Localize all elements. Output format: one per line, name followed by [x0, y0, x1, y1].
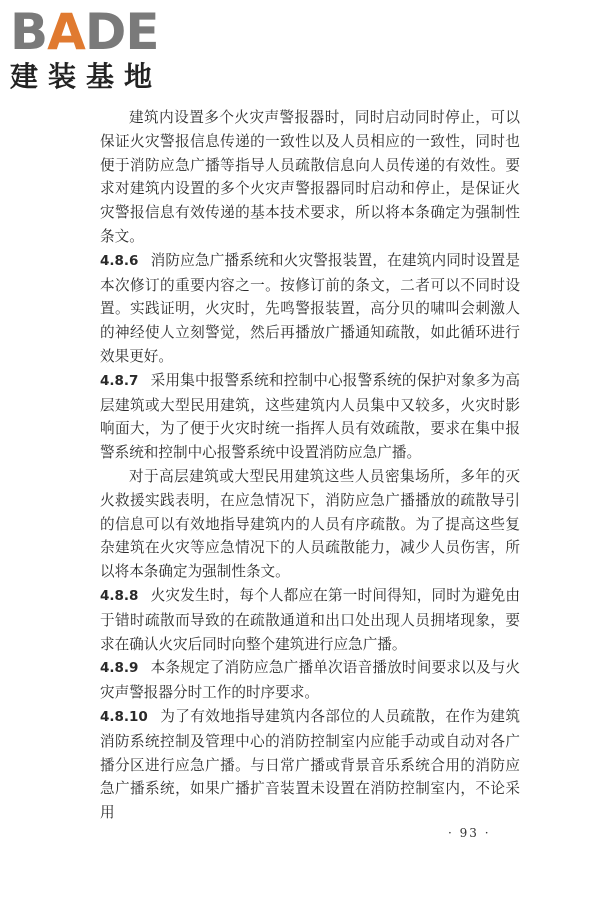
- paragraph-text: 采用集中报警系统和控制中心报警系统的保护对象多为高层建筑或大型民用建筑，这些建筑内人员集中又较多，火灾时影响面大，为了便于火灾时统一指挥人员有效疏散，要求在集中报警系统和控制中心报警系统中设置消防应急广播。: [100, 371, 520, 462]
- logo-letter-a: A: [47, 3, 85, 61]
- paragraph-text: 火灾发生时，每个人都应在第一时间得知，同时为避免由于错时疏散而导致的在疏散通道和出口处出现人员拥堵现象，要求在确认火灾后同时向整个建筑进行应急广播。: [100, 586, 520, 653]
- paragraph-4-8-10: [100, 705, 520, 825]
- paragraph-text: 建筑内设置多个火灾声警报器时，同时启动同时停止，可以保证火灾警报信息传递的一致性以及人员相应的一致性，同时也便于消防应急广播等指导人员疏散信息向人员传递的有效性。要求对建筑内设置的多个火灾声警报器同时启动和停止，是保证火灾警报信息有效传递的基本技术要求，所以将本条确定为强制性条文。: [100, 109, 520, 245]
- paragraph-4-8-8: [100, 584, 520, 656]
- clause-number: 4.8.6: [100, 252, 139, 269]
- clause-number: 4.8.8: [100, 587, 139, 604]
- paragraph-text: 为了有效地指导建筑内各部位的人员疏散，在作为建筑消防系统控制及管理中心的消防控制室内应能手动或自动对各广播分区进行应急广播。与日常广播或背景音乐系统合用的消防应急广播系统，如果广播扩音装置未设置在消防控制室内，不论采用: [100, 707, 520, 822]
- paragraph-4-8-7: [100, 369, 520, 465]
- logo-subtitle: 建装基地: [10, 60, 163, 93]
- document-body: [100, 106, 520, 825]
- clause-number: 4.8.9: [100, 660, 139, 677]
- paragraph-4-8-7-continued: [100, 465, 520, 584]
- page-number: · 93 ·: [448, 826, 491, 840]
- bade-logo: [6, 4, 176, 96]
- clause-number: 4.8.10: [100, 708, 148, 725]
- paragraph-4-8-9: [100, 656, 520, 705]
- logo-letter-b: B: [10, 3, 48, 61]
- paragraph-text: 消防应急广播系统和火灾警报装置，在建筑内同时设置是本次修订的重要内容之一。按修订前的条文，二者可以不同时设置。实践证明，火灾时，先鸣警报装置，高分贝的啸叫会刺激人的神经使人立刻警觉，然后再播放广播通知疏散，如此循环进行效果更好。: [100, 251, 520, 365]
- logo-wordmark: [10, 4, 159, 60]
- paragraph-text: 本条规定了消防应急广播单次语音播放时间要求以及与火灾声警报器分时工作的时序要求。: [100, 659, 520, 702]
- paragraph-text: 对于高层建筑或大型民用建筑这些人员密集场所，多年的灭火救援实践表明，在应急情况下，消防应急广播播放的疏散导引的信息可以有效地指导建筑内的人员有序疏散。为了提高这些复杂建筑在火灾等应急情况下的人员疏散能力，减少人员伤害，所以将本条确定为强制性条文。: [100, 467, 520, 581]
- paragraph-intro: [100, 106, 520, 249]
- paragraph-4-8-6: [100, 249, 520, 369]
- logo-letters-de: DE: [84, 3, 159, 61]
- clause-number: 4.8.7: [100, 372, 139, 389]
